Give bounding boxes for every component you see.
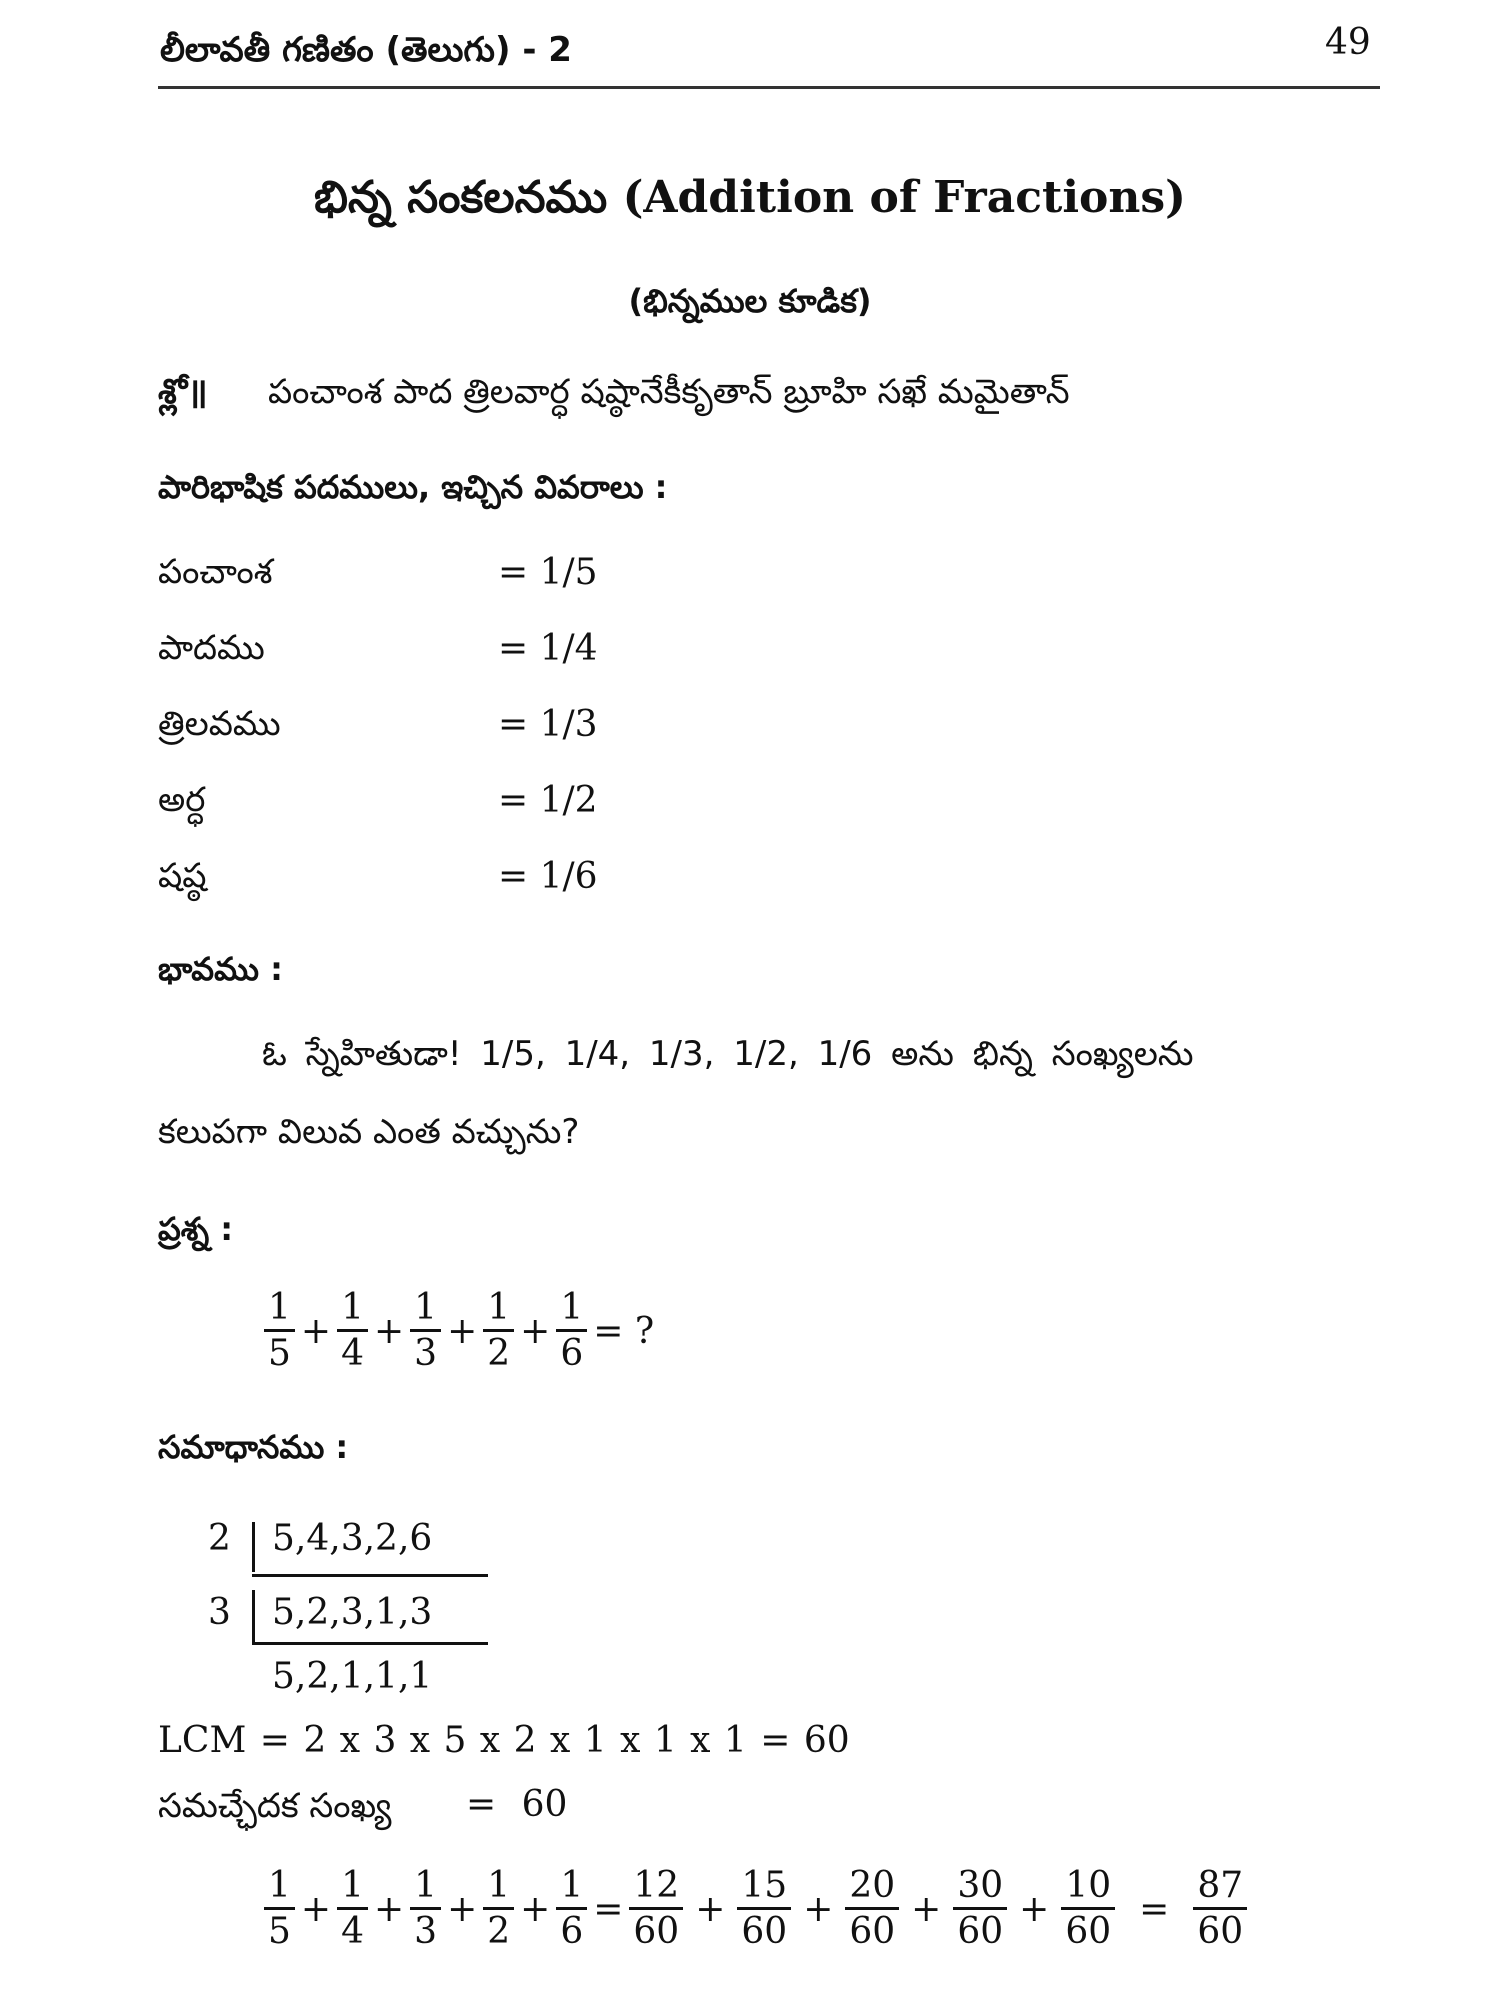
division-vline-2 xyxy=(252,1590,255,1642)
meaning-line-2: కలుపగా విలువ ఎంత వచ్చును? xyxy=(158,1112,580,1152)
division-values-2: 5,2,3,1,3 xyxy=(272,1592,433,1633)
fraction: $\frac{1}{3}$ xyxy=(410,1290,441,1372)
solution-heading: సమాధానము : xyxy=(158,1428,349,1466)
term-label: షష్ఠ xyxy=(158,856,207,896)
final-equation: $\frac{1}{5}$ + $\frac{1}{4}$ + $\frac{1}{3}$ + $\frac{1}{2}$ + $\frac{1}{6}$ = $\frac{12}{60}$ + $\frac{15}{60}$ + $\frac{20}{60}$ + $\frac{30}{60}$ + $\frac{10}{60}$ = $\frac{87}{60}$ xyxy=(262,1868,1249,1950)
common-denominator-value: = 60 xyxy=(466,1784,568,1825)
chapter-subtitle: (భిన్నముల కూడిక) xyxy=(628,282,872,320)
term-value: = 1/5 xyxy=(498,552,598,593)
term-label: త్రిలవము xyxy=(158,704,281,744)
fraction: $\frac{15}{60}$ xyxy=(737,1868,791,1950)
result-fraction: $\frac{87}{60}$ xyxy=(1193,1868,1247,1950)
division-hline-1 xyxy=(252,1574,488,1577)
fraction: $\frac{1}{2}$ xyxy=(483,1290,514,1372)
chapter-title xyxy=(0,172,1500,234)
question-equation: $\frac{1}{5}$ + $\frac{1}{4}$ + $\frac{1}{3}$ + $\frac{1}{2}$ + $\frac{1}{6}$ = ? xyxy=(262,1290,658,1372)
division-values-3: 5,2,1,1,1 xyxy=(272,1656,433,1697)
header-rule xyxy=(158,86,1380,89)
fraction: $\frac{1}{5}$ xyxy=(264,1868,295,1950)
term-label: పాదము xyxy=(158,628,265,668)
meaning-line-1: ఓ స్నేహితుడా! 1/5, 1/4, 1/3, 1/2, 1/6 అను భిన్న సంఖ్యలను xyxy=(262,1034,1194,1074)
lcm-line: LCM = 2 x 3 x 5 x 2 x 1 x 1 x 1 = 60 xyxy=(158,1720,850,1761)
fraction: $\frac{1}{5}$ xyxy=(264,1290,295,1372)
division-values-1: 5,4,3,2,6 xyxy=(272,1518,433,1559)
fraction: $\frac{30}{60}$ xyxy=(953,1868,1007,1950)
term-value: = 1/3 xyxy=(498,704,598,745)
chapter-title-english: (Addition of Fractions) xyxy=(622,172,1186,223)
chapter-title-telugu: భిన్న సంకలనము xyxy=(314,172,608,223)
fraction: $\frac{1}{6}$ xyxy=(556,1868,587,1950)
fraction: $\frac{1}{4}$ xyxy=(337,1290,368,1372)
question-heading: ప్రశ్న : xyxy=(158,1210,234,1248)
fraction: $\frac{1}{2}$ xyxy=(483,1868,514,1950)
fraction: $\frac{1}{4}$ xyxy=(337,1868,368,1950)
fraction: $\frac{1}{6}$ xyxy=(556,1290,587,1372)
meaning-heading: భావము : xyxy=(158,950,283,988)
fraction: $\frac{1}{3}$ xyxy=(410,1868,441,1950)
division-divisor-2: 3 xyxy=(208,1592,231,1633)
division-divisor-1: 2 xyxy=(208,1518,231,1559)
term-value: = 1/6 xyxy=(498,856,598,897)
shloka-text: పంచాంశ పాద త్రిలవార్ధ షష్ఠానేకీకృతాన్ బ్రూహి సఖే మమైతాన్ xyxy=(268,372,1070,412)
page-number: 49 xyxy=(1325,22,1371,63)
term-label: పంచాంశ xyxy=(158,552,273,592)
division-vline-1 xyxy=(252,1522,255,1572)
term-value: = 1/4 xyxy=(498,628,598,669)
common-denominator-label: సమచ్ఛేదక సంఖ్య xyxy=(158,1786,392,1826)
term-value: = 1/2 xyxy=(498,780,598,821)
terms-heading: పారిభాషిక పదములు, ఇచ్చిన వివరాలు : xyxy=(158,468,668,506)
running-header-title: లీలావతీ గణితం (తెలుగు) - 2 xyxy=(160,30,572,70)
fraction: $\frac{20}{60}$ xyxy=(845,1868,899,1950)
shloka-label: శ్లో॥ xyxy=(158,372,208,412)
fraction: $\frac{12}{60}$ xyxy=(629,1868,683,1950)
term-label: అర్ధ xyxy=(158,780,206,820)
fraction: $\frac{10}{60}$ xyxy=(1061,1868,1115,1950)
division-hline-2 xyxy=(252,1642,488,1645)
